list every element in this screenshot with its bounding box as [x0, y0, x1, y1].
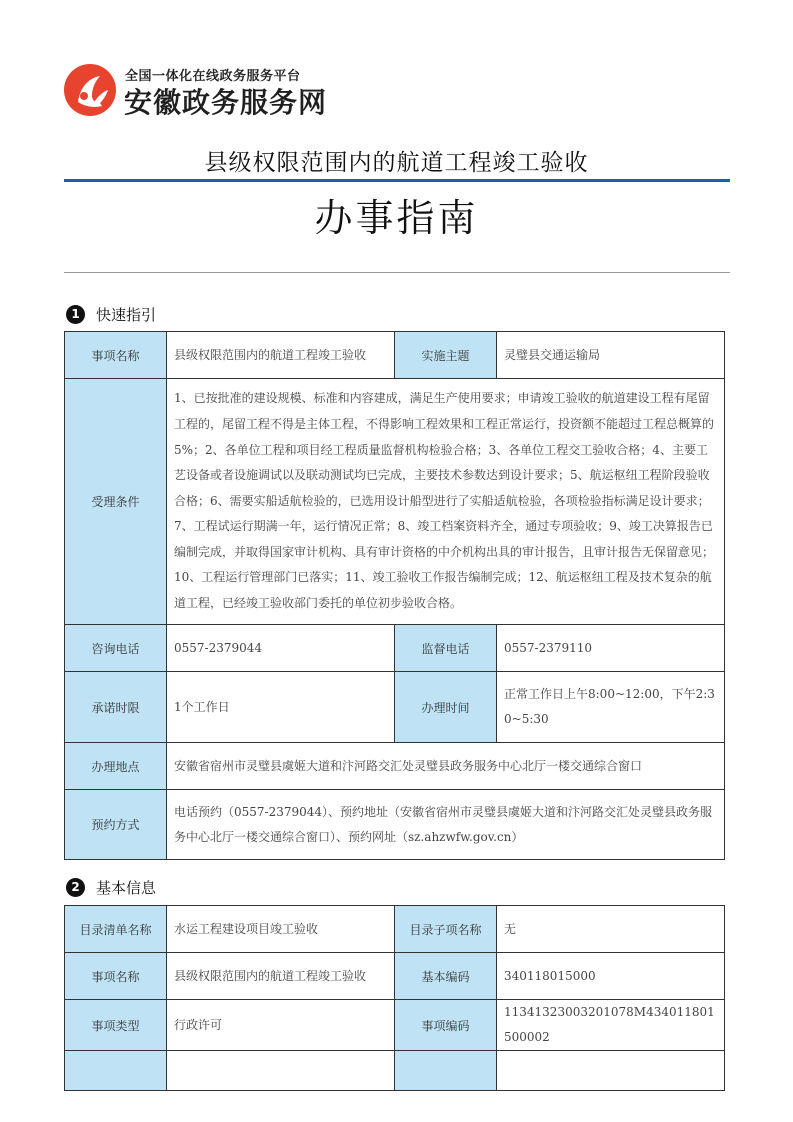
table-key-cell: 事项名称 — [65, 953, 167, 1000]
table-value-cell: 水运工程建设项目竣工验收 — [167, 906, 395, 953]
consult-phone-value: 0557-2379044 — [167, 625, 395, 672]
section-title: 快速指引 — [96, 305, 157, 324]
promise-time-value: 1个工作日 — [167, 672, 395, 743]
supervise-phone-value: 0557-2379110 — [497, 625, 725, 672]
table-row — [65, 953, 725, 1000]
table-value-cell: 灵璧县交通运输局 — [497, 332, 725, 379]
table-key-cell: 事项类型 — [65, 1000, 167, 1051]
document-title: 县级权限范围内的航道工程竣工验收 — [204, 150, 589, 176]
table-row — [65, 379, 725, 625]
table-row — [65, 743, 725, 790]
document-subtitle: 办事指南 — [314, 196, 479, 240]
table-value-cell: 县级权限范围内的航道工程竣工验收 — [167, 953, 395, 1000]
table-key-cell: 目录清单名称 — [65, 906, 167, 953]
platform-name: 安徽政务服务网 — [124, 86, 328, 119]
acceptance-conditions-text: 1、已按批准的建设规模、标准和内容建成，满足生产使用要求；申请竣工验收的航道建设工程有尾留工程的，尾留工程不得是主体工程，不得影响工程效果和工程正常运行，投资额不能超过工程总概算的5%；2、各单位工程和项目经工程质量监督机构检验合格；3、各单位工程交工验收合格；4、主要工艺设备或者设施调试以及联动测试均已完成，主要技术参数达到设计要求；5、航运枢纽工程阶段验收合格；6、需要实船适航检验的，已选用设计船型进行了实船适航检验，各项检验指标满足设计要求；7、工程试运行期满一年，运行情况正常；8、竣工档案资料齐全，通过专项验收；9、竣工决算报告已编制完成，并取得国家审计机构、具有审计资格的中介机构出具的审计报告，且审计报告无保留意见；10、工程运行管理部门已落实；11、竣工验收工作报告编制完成；12、航运枢纽工程及技术复杂的航道工程，已经竣工验收部门委托的单位初步验收合格。 — [167, 379, 725, 625]
table-value-cell: 县级权限范围内的航道工程竣工验收 — [167, 332, 395, 379]
table-key-cell — [65, 1051, 167, 1091]
table-key-cell: 办理时间 — [395, 672, 497, 743]
table-row — [65, 672, 725, 743]
section-number-badge: 1 — [66, 305, 85, 324]
table-key-cell: 实施主题 — [395, 332, 497, 379]
table-row — [65, 332, 725, 379]
quick-guide-table — [64, 331, 725, 860]
table-key-cell: 承诺时限 — [65, 672, 167, 743]
table-row — [65, 790, 725, 860]
table-value-cell: 11341323003201078M434011801500002 — [497, 1000, 725, 1051]
table-key-cell: 受理条件 — [65, 379, 167, 625]
table-value-cell — [497, 1051, 725, 1091]
table-key-cell: 事项编码 — [395, 1000, 497, 1051]
location-value: 安徽省宿州市灵璧县虞姬大道和汴河路交汇处灵璧县政务服务中心北厅一楼交通综合窗口 — [167, 743, 725, 790]
section-title: 基本信息 — [96, 878, 157, 897]
table-key-cell: 监督电话 — [395, 625, 497, 672]
table-key-cell: 事项名称 — [65, 332, 167, 379]
office-hours-value: 正常工作日上午8:00~12:00，下午2:30~5:30 — [497, 672, 725, 743]
appointment-value: 电话预约（0557-2379044）、预约地址（安徽省宿州市灵璧县虞姬大道和汴河路交汇处灵璧县政务服务中心北厅一楼交通综合窗口）、预约网址（sz.ahzwfw.gov.cn） — [167, 790, 725, 860]
section-quick-guide-heading — [66, 303, 156, 325]
table-row — [65, 1000, 725, 1051]
table-key-cell — [395, 1051, 497, 1091]
table-key-cell: 预约方式 — [65, 790, 167, 860]
header-divider — [64, 272, 730, 273]
table-value-cell: 无 — [497, 906, 725, 953]
section-basic-info-heading — [66, 876, 156, 898]
anhui-logo-icon — [62, 62, 118, 118]
table-key-cell: 基本编码 — [395, 953, 497, 1000]
table-row — [65, 625, 725, 672]
table-key-cell: 咨询电话 — [65, 625, 167, 672]
site-logo — [62, 62, 328, 122]
table-value-cell — [167, 1051, 395, 1091]
table-key-cell: 办理地点 — [65, 743, 167, 790]
basic-info-table — [64, 905, 725, 1091]
table-key-cell: 目录子项名称 — [395, 906, 497, 953]
section-number-badge: 2 — [66, 878, 85, 897]
table-value-cell: 行政许可 — [167, 1000, 395, 1051]
platform-tagline: 全国一体化在线政务服务平台 — [125, 69, 301, 84]
table-row — [65, 1051, 725, 1091]
title-divider — [64, 179, 730, 182]
table-value-cell: 340118015000 — [497, 953, 725, 1000]
table-row — [65, 906, 725, 953]
